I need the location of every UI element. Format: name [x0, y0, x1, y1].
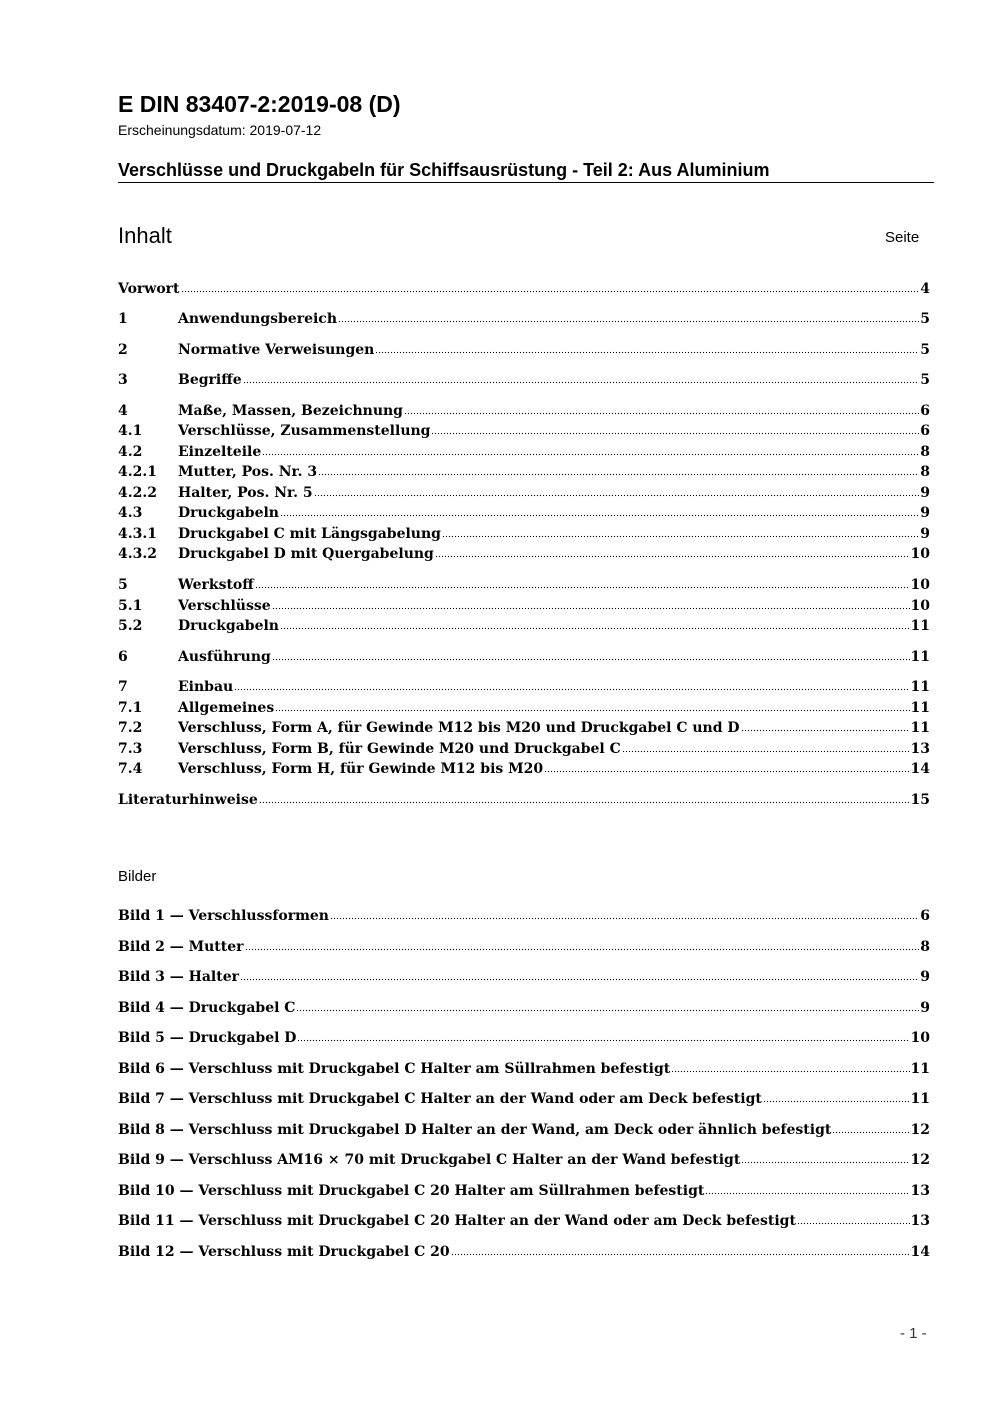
dot-leader — [234, 688, 909, 691]
toc-entry-page: 11 — [910, 679, 930, 695]
dot-leader — [763, 1100, 910, 1103]
toc-entry[interactable] — [118, 483, 930, 503]
figure-entry-text: Bild 10 — Verschluss mit Druckgabel C 20 Halter am Süllrahmen befestigt — [118, 1183, 705, 1199]
toc-entry-vorwort[interactable] — [118, 279, 930, 299]
toc-entry-number: 5.1 — [118, 598, 143, 614]
toc-entry[interactable] — [118, 759, 930, 779]
toc-entry[interactable] — [118, 442, 930, 462]
toc-entry[interactable] — [118, 575, 930, 595]
dot-leader — [671, 1070, 909, 1073]
toc-entry-text: Druckgabeln — [178, 505, 279, 521]
toc-entry-page: 11 — [910, 720, 930, 736]
toc-entry[interactable] — [118, 401, 930, 421]
figure-entry-page: 9 — [920, 969, 930, 985]
toc-entry-text: Verschluss, Form A, für Gewinde M12 bis M20 und Druckgabel C und D — [178, 720, 740, 736]
toc-entry-number: 5 — [118, 577, 128, 593]
dot-leader — [297, 1039, 909, 1042]
toc-entry-text: Werkstoff — [178, 577, 254, 593]
figure-entry-text: Bild 12 — Verschluss mit Druckgabel C 20 — [118, 1244, 450, 1260]
figure-entry-text: Bild 5 — Druckgabel D — [118, 1030, 297, 1046]
dot-leader — [431, 432, 919, 435]
figure-entry[interactable] — [118, 1211, 930, 1231]
figure-entry-page: 8 — [920, 939, 930, 955]
dot-leader — [375, 351, 919, 354]
dot-leader — [275, 709, 909, 712]
toc-entry-text: Ausführung — [178, 649, 271, 665]
figure-entry-page: 14 — [910, 1244, 930, 1260]
figure-entry-text: Bild 3 — Halter — [118, 969, 239, 985]
dot-leader — [280, 627, 910, 630]
figure-entry[interactable] — [118, 1059, 930, 1079]
toc-entry-text: Verschluss, Form H, für Gewinde M12 bis M20 — [178, 761, 544, 777]
figure-entry-text: Bild 1 — Verschlussformen — [118, 908, 329, 924]
figure-entry-text: Bild 9 — Verschluss AM16 × 70 mit Druckgabel C Halter an der Wand befestigt — [118, 1152, 741, 1168]
figure-entry[interactable] — [118, 906, 930, 926]
dot-leader — [705, 1192, 909, 1195]
toc-entry[interactable] — [118, 739, 930, 759]
toc-entry-literaturhinweise[interactable] — [118, 790, 930, 810]
dot-leader — [243, 381, 920, 384]
toc-entry-page: 4 — [920, 281, 930, 297]
figure-entry-page: 9 — [920, 1000, 930, 1016]
toc-entry-page: 8 — [920, 444, 930, 460]
toc-entry-page: 5 — [920, 311, 930, 327]
toc-entry-number: 6 — [118, 649, 128, 665]
toc-entry[interactable] — [118, 544, 930, 564]
toc-entry-text: Verschlüsse, Zusammenstellung — [178, 423, 431, 439]
toc-entry-page: 10 — [910, 577, 930, 593]
toc-entry-page: 9 — [920, 485, 930, 501]
figure-entry-text: Bild 4 — Druckgabel C — [118, 1000, 296, 1016]
figure-entry[interactable] — [118, 1242, 930, 1262]
dot-leader — [272, 658, 910, 661]
toc-entry-text: Allgemeines — [178, 700, 275, 716]
toc-entry-number: 4.3.1 — [118, 526, 157, 542]
figure-entry-page: 12 — [910, 1122, 930, 1138]
dot-leader — [435, 555, 910, 558]
dot-leader — [262, 453, 919, 456]
figure-entry-page: 11 — [910, 1091, 930, 1107]
toc-entry-number: 7.2 — [118, 720, 143, 736]
figure-entry-page: 12 — [910, 1152, 930, 1168]
toc-entry[interactable] — [118, 309, 930, 329]
toc-entry[interactable] — [118, 596, 930, 616]
toc-entry-number: 7 — [118, 679, 128, 695]
toc-entry[interactable] — [118, 718, 930, 738]
toc-entry-text: Halter, Pos. Nr. 5 — [178, 485, 313, 501]
toc-entry-text: Maße, Massen, Bezeichnung — [178, 403, 403, 419]
toc-entry[interactable] — [118, 616, 930, 636]
toc-entry[interactable] — [118, 370, 930, 390]
toc-entry-page: 6 — [920, 403, 930, 419]
figure-entry-text: Bild 2 — Mutter — [118, 939, 244, 955]
dot-leader — [544, 770, 909, 773]
figure-entry[interactable] — [118, 937, 930, 957]
toc-entry-page: 13 — [910, 741, 930, 757]
dot-leader — [797, 1222, 910, 1225]
figures-heading: Bilder — [118, 868, 157, 885]
figure-entry-page: 13 — [910, 1183, 930, 1199]
toc-entry-number: 4.2.2 — [118, 485, 157, 501]
toc-entry-text: Verschluss, Form B, für Gewinde M20 und Druckgabel C — [178, 741, 621, 757]
toc-entry-number: 5.2 — [118, 618, 143, 634]
toc-entry-number: 3 — [118, 372, 128, 388]
toc-entry-number: 7.4 — [118, 761, 143, 777]
toc-entry-number: 1 — [118, 311, 128, 327]
dot-leader — [314, 494, 920, 497]
toc-entry-page: 8 — [920, 464, 930, 480]
toc-entry-text: Anwendungsbereich — [178, 311, 337, 327]
figure-entry-page: 13 — [910, 1213, 930, 1229]
dot-leader — [832, 1131, 909, 1134]
toc-entry-text: Mutter, Pos. Nr. 3 — [178, 464, 318, 480]
document-title: Verschlüsse und Druckgabeln für Schiffsausrüstung - Teil 2: Aus Aluminium — [118, 160, 770, 180]
figure-entry[interactable] — [118, 1089, 930, 1109]
figure-entry[interactable] — [118, 998, 930, 1018]
toc-heading: Inhalt — [118, 223, 172, 248]
toc-entry[interactable] — [118, 524, 930, 544]
figure-entry[interactable] — [118, 1181, 930, 1201]
page-number: - 1 - — [900, 1325, 927, 1342]
toc-entry-number: 2 — [118, 342, 128, 358]
figure-entry[interactable] — [118, 967, 930, 987]
toc-entry-text: Literaturhinweise — [118, 792, 258, 808]
toc-entry-number: 4.3.2 — [118, 546, 157, 562]
toc-entry-text: Druckgabeln — [178, 618, 279, 634]
dot-leader — [741, 729, 910, 732]
toc-entry-page: 10 — [910, 598, 930, 614]
dot-leader — [296, 1009, 919, 1012]
toc-entry-text: Einzelteile — [178, 444, 262, 460]
toc-entry-text: Druckgabel D mit Quergabelung — [178, 546, 434, 562]
toc-entry-page: 10 — [910, 546, 930, 562]
publication-date: Erscheinungsdatum: 2019-07-12 — [118, 122, 322, 138]
toc-entry-page: 11 — [910, 649, 930, 665]
page-column-label: Seite — [885, 229, 920, 246]
title-divider — [118, 182, 934, 183]
toc-entry-text: Verschlüsse — [178, 598, 271, 614]
figure-entry-text: Bild 11 — Verschluss mit Druckgabel C 20 Halter an der Wand oder am Deck befestigt — [118, 1213, 796, 1229]
figure-entry-page: 10 — [910, 1030, 930, 1046]
dot-leader — [280, 514, 919, 517]
figure-entry[interactable] — [118, 1150, 930, 1170]
dot-leader — [240, 978, 919, 981]
dot-leader — [272, 607, 910, 610]
dot-leader — [259, 801, 910, 804]
dot-leader — [255, 586, 910, 589]
toc-entry[interactable] — [118, 340, 930, 360]
toc-entry[interactable] — [118, 503, 930, 523]
toc-entry[interactable] — [118, 462, 930, 482]
toc-entry[interactable] — [118, 698, 930, 718]
document-id: E DIN 83407-2:2019-08 (D) — [118, 91, 401, 117]
toc-entry-page: 15 — [910, 792, 930, 808]
dot-leader — [404, 412, 919, 415]
toc-entry-text: Normative Verweisungen — [178, 342, 375, 358]
toc-entry-page: 5 — [920, 372, 930, 388]
dot-leader — [451, 1253, 910, 1256]
dot-leader — [622, 750, 910, 753]
toc-entry-page: 6 — [920, 423, 930, 439]
dot-leader — [338, 320, 919, 323]
figure-entry-page: 6 — [920, 908, 930, 924]
toc-entry-page: 11 — [910, 700, 930, 716]
toc-entry-number: 7.3 — [118, 741, 143, 757]
toc-entry-number: 7.1 — [118, 700, 143, 716]
toc-entry-page: 9 — [920, 526, 930, 542]
toc-entry-text: Einbau — [178, 679, 234, 695]
toc-entry[interactable] — [118, 677, 930, 697]
figure-entry[interactable] — [118, 1120, 930, 1140]
dot-leader — [181, 290, 920, 293]
dot-leader — [741, 1161, 909, 1164]
toc-entry-text: Vorwort — [118, 281, 180, 297]
dot-leader — [245, 948, 920, 951]
toc-entry-page: 9 — [920, 505, 930, 521]
toc-entry-page: 14 — [910, 761, 930, 777]
toc-entry-page: 11 — [910, 618, 930, 634]
figure-entry-text: Bild 8 — Verschluss mit Druckgabel D Halter an der Wand, am Deck oder ähnlich befestigt — [118, 1122, 832, 1138]
toc-entry[interactable] — [118, 647, 930, 667]
dot-leader — [330, 917, 919, 920]
toc-entry-text: Begriffe — [178, 372, 242, 388]
toc-entry-number: 4.2 — [118, 444, 143, 460]
figure-entry[interactable] — [118, 1028, 930, 1048]
dot-leader — [318, 473, 919, 476]
figure-entry-text: Bild 6 — Verschluss mit Druckgabel C Halter am Süllrahmen befestigt — [118, 1061, 671, 1077]
toc-entry-page: 5 — [920, 342, 930, 358]
figure-entry-text: Bild 7 — Verschluss mit Druckgabel C Halter an der Wand oder am Deck befestigt — [118, 1091, 762, 1107]
toc-entry-number: 4.1 — [118, 423, 143, 439]
toc-entry-text: Druckgabel C mit Längsgabelung — [178, 526, 441, 542]
toc-entry[interactable] — [118, 421, 930, 441]
toc-entry-number: 4 — [118, 403, 128, 419]
figure-entry-page: 11 — [910, 1061, 930, 1077]
toc-entry-number: 4.3 — [118, 505, 143, 521]
toc-entry-number: 4.2.1 — [118, 464, 157, 480]
dot-leader — [442, 535, 919, 538]
